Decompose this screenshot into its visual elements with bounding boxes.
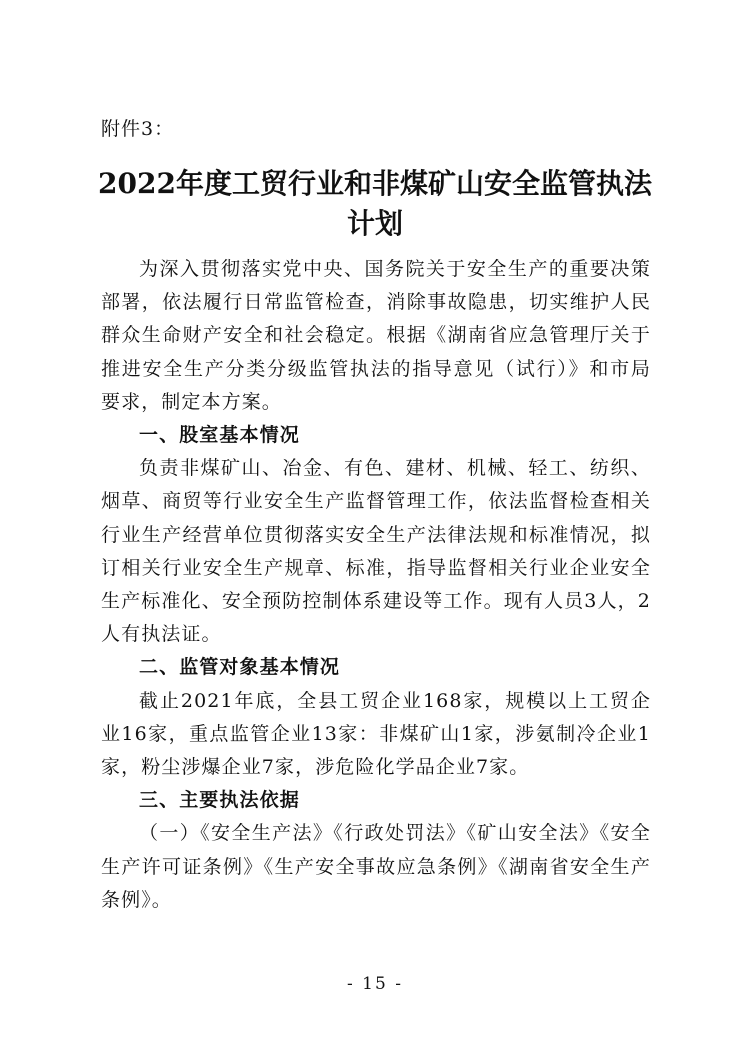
- section-3-paragraph: （一）《安全生产法》《行政处罚法》《矿山安全法》《安全生产许可证条例》《生产安全事故应急条例》《湖南省安全生产条例》。: [101, 822, 651, 911]
- section-heading-2: 二、监管对象基本情况: [139, 656, 341, 679]
- document-body: [101, 253, 651, 917]
- section-1-paragraph: 负责非煤矿山、冶金、有色、建材、机械、轻工、纺织、烟草、商贸等行业安全生产监督管理工作，依法监督检查相关行业生产经营单位贯彻落实安全生产法律法规和标准情况，拟订相关行业安全生产规章、标准，指导监督相关行业企业安全生产标准化、安全预防控制体系建设等工作。现有人员3人，2人有执法证。: [101, 457, 651, 646]
- attachment-label: 附件3：: [101, 118, 175, 140]
- section-heading-3: 三、主要执法依据: [139, 789, 300, 812]
- page-number: - 15 -: [347, 974, 403, 994]
- document-title: 2022年度工贸行业和非煤矿山安全监管执法计划: [98, 167, 652, 240]
- intro-paragraph: 为深入贯彻落实党中央、国务院关于安全生产的重要决策部署，依法履行日常监管检查，消除事故隐患，切实维护人民群众生命财产安全和社会稳定。根据《湖南省应急管理厅关于推进安全生产分类分级监管执法的指导意见（试行）》和市局要求，制定本方案。: [101, 258, 651, 413]
- section-heading-1: 一、股室基本情况: [139, 424, 300, 447]
- section-2-paragraph: 截止2021年底，全县工贸企业168家，规模以上工贸企业16家，重点监管企业13家：非煤矿山1家，涉氨制冷企业1家，粉尘涉爆企业7家，涉危险化学品企业7家。: [101, 689, 651, 779]
